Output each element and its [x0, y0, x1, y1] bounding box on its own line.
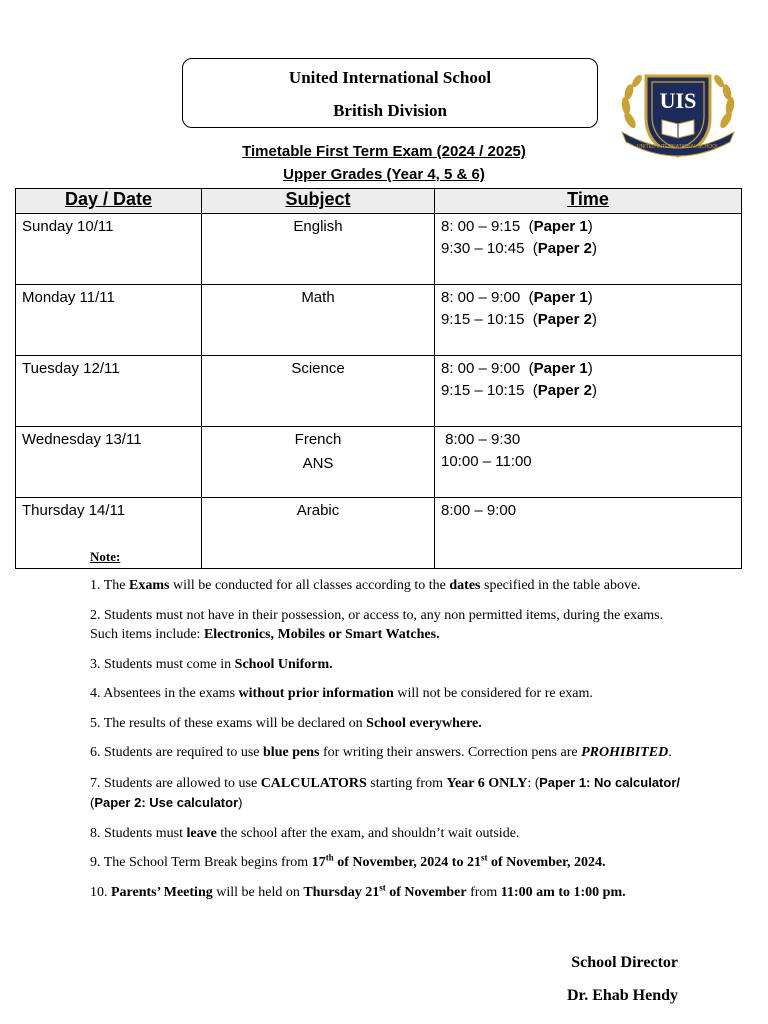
note-item	[90, 824, 680, 844]
subject-name: English	[293, 218, 343, 235]
note-text-segment: specified in the table above.	[480, 578, 641, 593]
paper-label: Paper 2	[537, 382, 592, 399]
note-text-segment: Parents’ Meeting	[111, 884, 213, 900]
note-item	[90, 714, 680, 734]
note-text-segment: th	[325, 852, 334, 863]
note-item	[90, 655, 680, 675]
note-title: Note:	[90, 549, 121, 564]
subject-cell	[202, 356, 435, 427]
note-text-segment: :	[527, 775, 535, 791]
time-range: 9:15 – 10:15	[441, 311, 529, 328]
time-cell	[435, 356, 742, 427]
note-text-segment: without prior information	[238, 686, 394, 701]
column-header-subject: Subject	[202, 189, 435, 214]
time-range: 10:00 – 11:00	[441, 453, 532, 470]
time-slot: 8: 00 – 9:00 (Paper 1)	[441, 289, 593, 306]
day-date-cell: Tuesday 12/11	[16, 356, 202, 427]
time-slot: 9:15 – 10:15 (Paper 2)	[441, 382, 597, 399]
day-date-cell: Monday 11/11	[16, 285, 202, 356]
note-text-segment: 4. Absentees in the exams	[90, 686, 239, 701]
note-text-segment: 6. Students are required to use	[90, 745, 264, 760]
time-slot	[435, 427, 741, 451]
note-text-segment: )	[238, 795, 243, 810]
table-row	[16, 498, 742, 569]
signature-role: School Director	[571, 954, 678, 971]
grades-subtitle: Upper Grades (Year 4, 5 & 6)	[283, 166, 485, 183]
logo-ring-text: UNITED INTERNATIONAL SCHOOL	[637, 144, 719, 150]
paper-label: Paper 2	[537, 240, 592, 257]
note-text-segment: Paper 2: Use calculator	[94, 795, 239, 810]
note-text-segment: School everywhere.	[366, 715, 482, 731]
time-slot: 8: 00 – 9:15 (Paper 1)	[441, 218, 593, 235]
time-range: 8:00 – 9:30	[441, 431, 521, 448]
note-text-segment: 1. The	[90, 578, 130, 593]
note-text-segment: CALCULATORS	[260, 775, 367, 791]
time-range: 8:00 – 9:00	[441, 502, 517, 519]
note-text-segment: will be conducted for all classes according to the	[169, 578, 450, 593]
paper-label: Paper 2	[537, 311, 592, 328]
note-item	[90, 883, 680, 903]
paper-label: Paper 1	[533, 360, 588, 377]
school-name: United International School	[288, 68, 492, 87]
time-range: 8: 00 – 9:00	[441, 360, 525, 377]
note-text-segment: the school after the exam, and shouldn’t wait outside.	[216, 825, 520, 841]
note-item	[90, 853, 680, 873]
note-text-segment: 9. The School Term Break begins from	[90, 855, 312, 870]
note-item	[90, 684, 680, 704]
time-cell	[435, 285, 742, 356]
note-text-segment: 3. Students must come in	[90, 656, 235, 672]
subject-name: Math	[301, 289, 335, 306]
note-text-segment: will be held on	[212, 884, 304, 900]
subject-name: ANS	[302, 455, 334, 472]
timetable-body	[16, 214, 742, 569]
subject-cell	[202, 285, 435, 356]
note-text-segment: 11:00 am to 1:00 pm.	[500, 884, 626, 900]
table-row	[16, 427, 742, 498]
time-range: 9:15 – 10:15	[441, 382, 529, 399]
school-header-box	[182, 58, 598, 128]
note-text-segment: dates	[449, 578, 481, 593]
table-row	[16, 356, 742, 427]
note-text-segment: Year 6 ONLY	[446, 775, 528, 791]
note-text-segment: Thursday 21	[303, 884, 380, 900]
table-header-row	[16, 189, 742, 214]
logo-initials: UIS	[659, 88, 697, 113]
subject-cell	[202, 498, 435, 569]
note-text-segment: of November, 2024 to 21	[333, 855, 481, 870]
subject-cell	[202, 214, 435, 285]
time-slot: 8: 00 – 9:00 (Paper 1)	[441, 360, 593, 377]
note-text-segment: st	[480, 852, 488, 863]
note-text-segment: 10.	[90, 884, 111, 900]
note-text-segment: (	[534, 774, 540, 790]
note-text-segment: School Uniform.	[234, 656, 333, 672]
note-text-segment: of November	[385, 884, 467, 900]
time-range: 8: 00 – 9:15	[441, 218, 525, 235]
subject-cell	[202, 427, 435, 498]
paper-label: Paper 1	[533, 218, 588, 235]
time-slot	[435, 498, 741, 522]
time-slot: 9:15 – 10:15 (Paper 2)	[441, 311, 597, 328]
timetable-title: Timetable First Term Exam (2024 / 2025)	[242, 143, 526, 160]
note-text-segment: for writing their answers. Correction pens are	[319, 745, 582, 760]
note-text-segment: 8. Students must	[90, 825, 187, 841]
subject-name: French	[294, 431, 342, 448]
time-slot: 9:30 – 10:45 (Paper 2)	[441, 240, 597, 257]
note-text-segment: 5. The results of these exams will be declared on	[90, 715, 367, 731]
note-text-segment: of November, 2024.	[487, 855, 606, 870]
note-text-segment: .	[668, 745, 672, 760]
note-text-segment: 7. Students are allowed to use	[90, 775, 261, 791]
table-row	[16, 285, 742, 356]
note-text-segment: leave	[186, 825, 217, 841]
note-text-segment: 2. Students must not have in their possession, or access to, any non permitted items, during the exams. Such items include:	[90, 607, 667, 642]
note-text-segment: Electronics, Mobiles or Smart Watches.	[203, 627, 440, 642]
note-text-segment: 17	[311, 855, 326, 870]
day-date-cell: Wednesday 13/11	[16, 427, 202, 498]
paper-label: Paper 1	[533, 289, 588, 306]
day-date-cell: Sunday 10/11	[16, 214, 202, 285]
signature-name: Dr. Ehab Hendy	[567, 987, 678, 1004]
table-row	[16, 214, 742, 285]
time-cell	[435, 498, 742, 569]
note-text-segment: st	[379, 881, 386, 892]
note-text-segment: Exams	[129, 578, 170, 593]
subject-name: Arabic	[296, 502, 340, 519]
note-item	[90, 773, 684, 814]
note-text-segment: will not be considered for re exam.	[393, 686, 593, 701]
note-item	[90, 576, 680, 596]
subject-name: Science	[291, 360, 345, 377]
note-text-segment: from	[466, 884, 501, 900]
note-text-segment: starting from	[366, 775, 447, 791]
division-name: British Division	[333, 101, 447, 120]
time-slot	[435, 451, 741, 473]
column-header-time: Time	[435, 189, 742, 214]
note-text-segment: PROHIBITED	[581, 745, 669, 760]
notes-list	[90, 576, 684, 912]
time-range: 9:30 – 10:45	[441, 240, 529, 257]
time-cell	[435, 427, 742, 498]
exam-timetable	[15, 188, 742, 569]
day-date-cell: Thursday 14/11	[16, 498, 202, 569]
note-item	[90, 743, 680, 763]
note-item	[90, 606, 680, 645]
note-text-segment: Paper 1: No calculator/	[539, 774, 680, 790]
time-cell	[435, 214, 742, 285]
time-range: 8: 00 – 9:00	[441, 289, 525, 306]
note-text-segment: (	[90, 774, 684, 810]
note-text-segment: blue pens	[263, 745, 320, 760]
column-header-day: Day / Date	[16, 189, 202, 214]
